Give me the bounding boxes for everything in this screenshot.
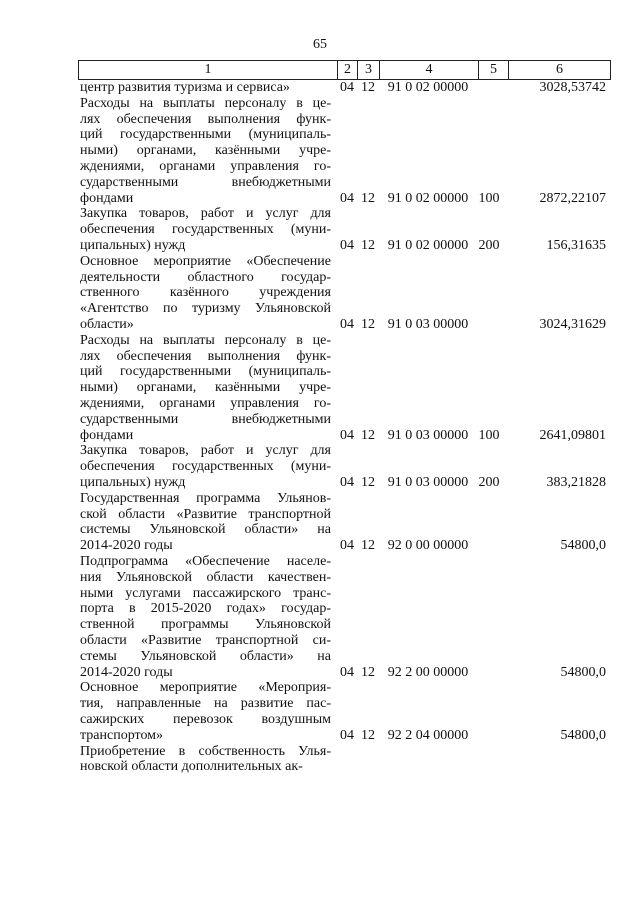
header-col-2: 2 [338,61,358,80]
expense-type-code: 200 [478,474,500,490]
header-col-4: 4 [380,61,479,80]
amount-value: 156,31635 [546,237,606,253]
description-line: фондами [80,427,134,443]
row-description [80,443,331,490]
page-number: 65 [313,37,327,52]
table-row [0,206,640,253]
table-header [78,60,611,80]
section-code: 04 [340,316,354,332]
table-row [0,254,640,333]
description-line: Основное мероприятие «Обеспечение [80,253,331,269]
section-code: 04 [340,237,354,253]
target-article-code: 92 2 00 00000 [387,664,469,680]
description-line: ственного казённого учреждения [80,285,331,301]
header-col-3: 3 [358,61,380,80]
table-row [0,491,640,554]
description-line: Расходы на выплаты персоналу в це- [80,95,331,111]
description-line: ными услугами пассажирского транс- [80,585,331,601]
subsection-code: 12 [361,190,375,206]
section-code: 04 [340,538,354,554]
row-description [80,80,331,96]
description-line: «Агентство по туризму Ульяновской [80,301,331,317]
description-line: Закупка товаров, работ и услуг для [80,443,331,459]
table-row [0,554,640,680]
table-row [0,333,640,444]
description-line: сударственными внебюджетными [80,411,331,427]
row-description [80,554,331,680]
description-line: 2014-2020 годы [80,538,173,554]
description-line: центр развития туризма и сервиса» [80,80,290,95]
target-article-code: 91 0 03 00000 [387,474,469,490]
target-article-code: 92 0 00 00000 [387,538,469,554]
target-article-code: 91 0 02 00000 [387,190,469,206]
amount-value: 54800,0 [560,538,606,554]
section-code: 04 [340,727,354,743]
description-line: ными) органами, казёнными учре- [80,380,331,396]
description-line: ственной программы Ульяновской [80,617,331,633]
description-line: деятельности областного государ- [80,269,331,285]
subsection-code: 12 [361,474,375,490]
description-line: ций государственными (муниципаль- [80,364,331,380]
target-article-code: 91 0 02 00000 [387,80,469,95]
subsection-code: 12 [361,427,375,443]
subsection-code: 12 [361,664,375,680]
description-line: ской области «Развитие транспортной [80,506,331,522]
expense-type-code: 100 [478,427,500,443]
row-description [80,491,331,554]
subsection-code: 12 [361,80,375,95]
row-description [80,254,331,333]
description-line: Приобретение в собственность Улья- [80,743,331,759]
description-line: системы Ульяновской области» на [80,522,331,538]
description-line: обеспечения государственных (муни- [80,459,331,475]
target-article-code: 92 2 04 00000 [387,727,469,743]
description-line: ципальных) нужд [80,474,186,490]
description-line: Государственная программа Ульянов- [80,490,331,506]
description-line: Основное мероприятие «Мероприя- [80,680,331,696]
header-col-5: 5 [479,61,509,80]
description-line: Подпрограмма «Обеспечение населе- [80,554,331,569]
subsection-code: 12 [361,727,375,743]
description-line: ций государственными (муниципаль- [80,127,331,143]
amount-value: 383,21828 [546,474,606,490]
amount-value: 3024,31629 [539,316,606,332]
section-code: 04 [340,427,354,443]
row-description [80,333,331,444]
row-description [80,206,331,253]
description-line: области «Развитие транспортной си- [80,632,331,648]
target-article-code: 91 0 02 00000 [387,237,469,253]
row-description [80,96,331,207]
description-line: фондами [80,190,134,206]
description-line: 2014-2020 годы [80,664,173,680]
expense-type-code: 100 [478,190,500,206]
description-line: ными) органами, казёнными учре- [80,143,331,159]
subsection-code: 12 [361,237,375,253]
expense-type-code: 200 [478,237,500,253]
description-line: ждениями, органами управления го- [80,158,331,174]
table-row [0,96,640,207]
section-code: 04 [340,80,354,95]
description-line: Закупка товаров, работ и услуг для [80,206,331,222]
description-line: транспортом» [80,727,164,743]
description-line: лях обеспечения выполнения функ- [80,111,331,127]
description-line: области» [80,316,134,332]
description-line: ждениями, органами управления го- [80,395,331,411]
amount-value: 2872,22107 [539,190,606,206]
description-line: ципальных) нужд [80,237,186,253]
target-article-code: 91 0 03 00000 [387,427,469,443]
description-line: сажирских перевозок воздушным [80,711,331,727]
amount-value: 54800,0 [560,727,606,743]
row-description [80,744,331,776]
subsection-code: 12 [361,316,375,332]
section-code: 04 [340,664,354,680]
table-row [0,680,640,743]
target-article-code: 91 0 03 00000 [387,316,469,332]
amount-value: 3028,53742 [539,80,606,95]
description-line: новской области дополнительных ак- [80,759,303,775]
description-line: стемы Ульяновской области» на [80,648,331,664]
amount-value: 54800,0 [560,664,606,680]
subsection-code: 12 [361,538,375,554]
description-line: лях обеспечения выполнения функ- [80,348,331,364]
amount-value: 2641,09801 [539,427,606,443]
table-row [0,744,640,776]
table-row [0,443,640,490]
description-line: Расходы на выплаты персоналу в це- [80,332,331,348]
description-line: ния Ульяновской области качествен- [80,569,331,585]
row-description [80,680,331,743]
description-line: обеспечения государственных (муни- [80,222,331,238]
header-col-6: 6 [509,61,611,80]
description-line: сударственными внебюджетными [80,174,331,190]
description-line: тия, направленные на развитие пас- [80,696,331,712]
section-code: 04 [340,474,354,490]
table-row [0,80,640,96]
header-col-1: 1 [79,61,338,80]
description-line: порта в 2015-2020 годах» государ- [80,601,331,617]
section-code: 04 [340,190,354,206]
